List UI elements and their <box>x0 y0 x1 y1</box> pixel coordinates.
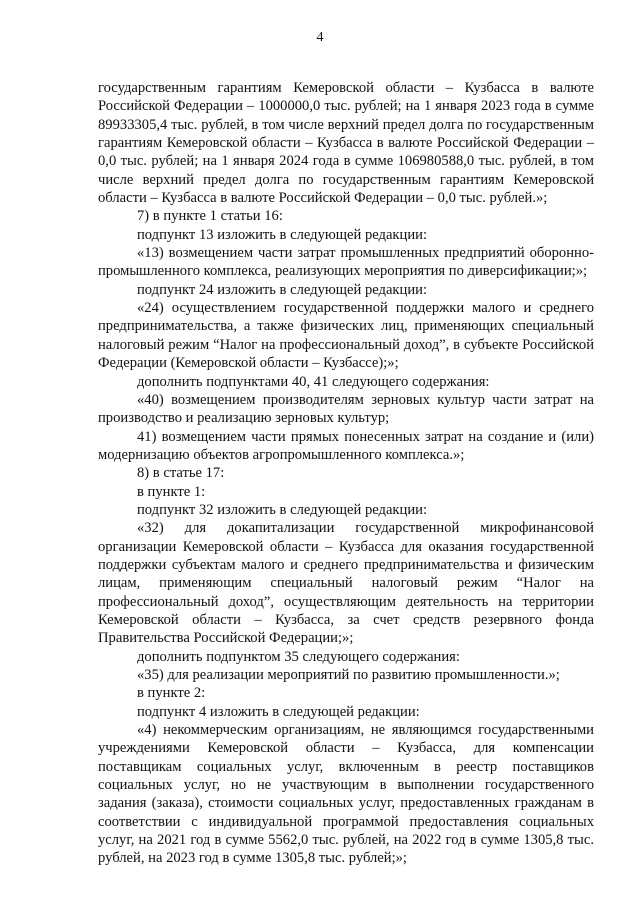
paragraph: «4) некоммерческим организациям, не являющимся государственными учреждениями Кемеровской области – Кузбасса, для компенсации поставщикам социальных услуг, включенным в реестр поставщиков социальных услуг, но не участвующим в выполнении государственного задания (заказа), стоимости социальных услуг, предоставленных гражданам в соответствии с индивидуальной программой предоставления социальных услуг, на 2021 год в сумме 5562,0 тыс. рублей, на 2022 год в сумме 1305,8 тыс. рублей, на 2023 год в сумме 1305,8 тыс. рублей;»; <box>98 722 594 867</box>
paragraph: «24) осуществлением государственной поддержки малого и среднего предпринимательства, а также физических лиц, применяющих специальный налоговый режим “Налог на профессиональный доход”, в субъекте Российской Федерации (Кемеровской области – Кузбассе);»; <box>98 300 594 372</box>
paragraph: в пункте 1: <box>137 483 206 500</box>
paragraph: «35) для реализации мероприятий по развитию промышленности.»; <box>137 667 560 683</box>
paragraph: 7) в пункте 1 статьи 16: <box>137 208 283 225</box>
paragraph: подпункт 24 изложить в следующей редакции: <box>137 281 428 298</box>
document-body <box>98 79 594 868</box>
paragraph: в пункте 2: <box>137 685 206 702</box>
paragraph: подпункт 32 изложить в следующей редакции: <box>137 501 428 518</box>
paragraph: дополнить подпунктами 40, 41 следующего содержания: <box>137 373 490 390</box>
paragraph: государственным гарантиям Кемеровской области – Кузбасса в валюте Российской Федерации – 1000000,0 тыс. рублей; на 1 января 2023 года в сумме 89933305,4 тыс. рублей, в том числе верхний предел долга по государственным гарантиям Кемеровской области – Кузбасса в валюте Российской Федерации – 0,0 тыс. рублей; на 1 января 2024 года в сумме 106980588,0 тыс. рублей, в том числе верхний предел долга по государственным гарантиям Кемеровской области – Кузбасса в валюте Российской Федерации – 0,0 тыс. рублей.»; <box>98 80 594 207</box>
paragraph: 41) возмещением части прямых понесенных затрат на создание и (или) модернизацию объектов агропромышленного комплекса.»; <box>98 428 594 463</box>
paragraph: 8) в статье 17: <box>137 465 225 482</box>
paragraph: «40) возмещением производителям зерновых культур части затрат на производство и реализацию зерновых культур; <box>98 391 594 427</box>
page-number: 4 <box>316 30 324 45</box>
paragraph: «13) возмещением части затрат промышленных предприятий оборонно-промышленного комплекса, реализующих мероприятия по диверсификации;»; <box>98 245 594 280</box>
paragraph: дополнить подпунктом 35 следующего содержания: <box>137 648 460 665</box>
paragraph: «32) для докапитализации государственной микрофинансовой организации Кемеровской области – Кузбасса для оказания государственной поддержки субъектам малого и среднего предпринимательства и физическим лицам, применяющим специальный налоговый режим “Налог на профессиональный доход”, осуществляющим деятельность на территории Кемеровской области – Кузбасса, за счет средств резервного фонда Правительства Российской Федерации;»; <box>98 520 594 647</box>
paragraph: подпункт 4 изложить в следующей редакции: <box>137 703 420 720</box>
paragraph: подпункт 13 изложить в следующей редакции: <box>137 226 428 243</box>
